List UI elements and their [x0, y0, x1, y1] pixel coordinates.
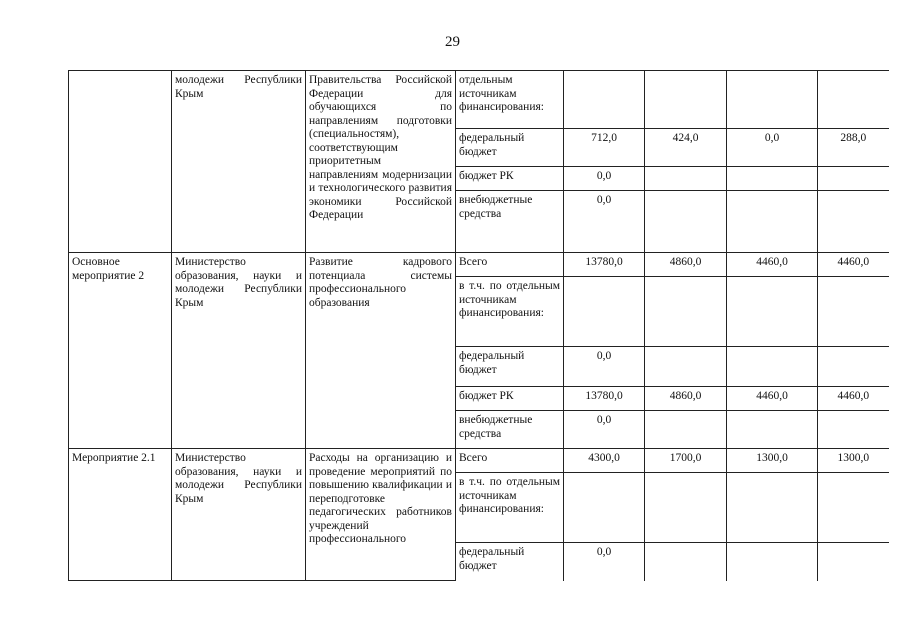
- year3-cell: [818, 191, 889, 253]
- year3-cell: 4460,0: [818, 387, 889, 411]
- table-row: [69, 71, 889, 129]
- total-cell: 0,0: [564, 347, 645, 387]
- total-cell: 0,0: [564, 167, 645, 191]
- year1-cell: [645, 411, 727, 449]
- year2-cell: [727, 167, 818, 191]
- year2-cell: 4460,0: [727, 387, 818, 411]
- measure-name-cell: Основное мероприятие 2: [69, 253, 172, 449]
- financing-table: [68, 70, 889, 581]
- total-cell: 0,0: [564, 411, 645, 449]
- total-cell: 0,0: [564, 191, 645, 253]
- total-cell: 712,0: [564, 129, 645, 167]
- source-cell: внебюджетные средства: [456, 191, 564, 253]
- year2-cell: [727, 473, 818, 543]
- year3-cell: [818, 167, 889, 191]
- year1-cell: [645, 543, 727, 581]
- table-row: [69, 449, 889, 473]
- year3-cell: [818, 473, 889, 543]
- year2-cell: [727, 543, 818, 581]
- year3-cell: 1300,0: [818, 449, 889, 473]
- total-cell: [564, 277, 645, 347]
- total-cell: 13780,0: [564, 253, 645, 277]
- source-cell: бюджет РК: [456, 387, 564, 411]
- year3-cell: [818, 71, 889, 129]
- executor-cell: Министерство образования, науки и молодежи Республики Крым: [172, 253, 306, 449]
- year1-cell: 4860,0: [645, 387, 727, 411]
- source-cell: внебюджетные средства: [456, 411, 564, 449]
- source-cell: Всего: [456, 253, 564, 277]
- source-cell: Всего: [456, 449, 564, 473]
- year3-cell: 4460,0: [818, 253, 889, 277]
- description-cell: Развитие кадрового потенциала системы профессионального образования: [306, 253, 456, 449]
- year2-cell: 0,0: [727, 129, 818, 167]
- total-cell: [564, 473, 645, 543]
- total-cell: [564, 71, 645, 129]
- executor-cell: Министерство образования, науки и молодежи Республики Крым: [172, 449, 306, 581]
- source-cell: в т.ч. по отдельным источникам финансирования:: [456, 473, 564, 543]
- year1-cell: [645, 277, 727, 347]
- total-cell: 13780,0: [564, 387, 645, 411]
- page-number: 29: [445, 34, 460, 50]
- year3-cell: [818, 347, 889, 387]
- measure-name-cell: [69, 71, 172, 253]
- measure-name-cell: Мероприятие 2.1: [69, 449, 172, 581]
- year3-cell: [818, 411, 889, 449]
- source-cell: федеральный бюджет: [456, 129, 564, 167]
- year1-cell: [645, 71, 727, 129]
- total-cell: 4300,0: [564, 449, 645, 473]
- year1-cell: 1700,0: [645, 449, 727, 473]
- year1-cell: 4860,0: [645, 253, 727, 277]
- year1-cell: [645, 191, 727, 253]
- description-cell: Расходы на организацию и проведение мероприятий по повышению квалификации и переподготовке педагогических работников учреждений профессионального: [306, 449, 456, 581]
- table-row: [69, 253, 889, 277]
- year2-cell: [727, 277, 818, 347]
- total-cell: 0,0: [564, 543, 645, 581]
- year3-cell: [818, 543, 889, 581]
- year1-cell: [645, 473, 727, 543]
- year3-cell: 288,0: [818, 129, 889, 167]
- source-cell: в т.ч. по отдельным источникам финансирования:: [456, 277, 564, 347]
- source-cell: бюджет РК: [456, 167, 564, 191]
- year2-cell: 4460,0: [727, 253, 818, 277]
- year1-cell: 424,0: [645, 129, 727, 167]
- year1-cell: [645, 167, 727, 191]
- year2-cell: [727, 347, 818, 387]
- source-cell: федеральный бюджет: [456, 347, 564, 387]
- year3-cell: [818, 277, 889, 347]
- year1-cell: [645, 347, 727, 387]
- source-cell: федеральный бюджет: [456, 543, 564, 581]
- year2-cell: [727, 191, 818, 253]
- year2-cell: [727, 71, 818, 129]
- year2-cell: [727, 411, 818, 449]
- year2-cell: 1300,0: [727, 449, 818, 473]
- executor-cell: молодежи Республики Крым: [172, 71, 306, 253]
- source-cell: отдельным источникам финансирования:: [456, 71, 564, 129]
- description-cell: Правительства Российской Федерации для обучающихся по направлениям подготовки (специальностям), соответствующим приоритетным направлениям модернизации и технологического развития экономики Российской Федерации: [306, 71, 456, 253]
